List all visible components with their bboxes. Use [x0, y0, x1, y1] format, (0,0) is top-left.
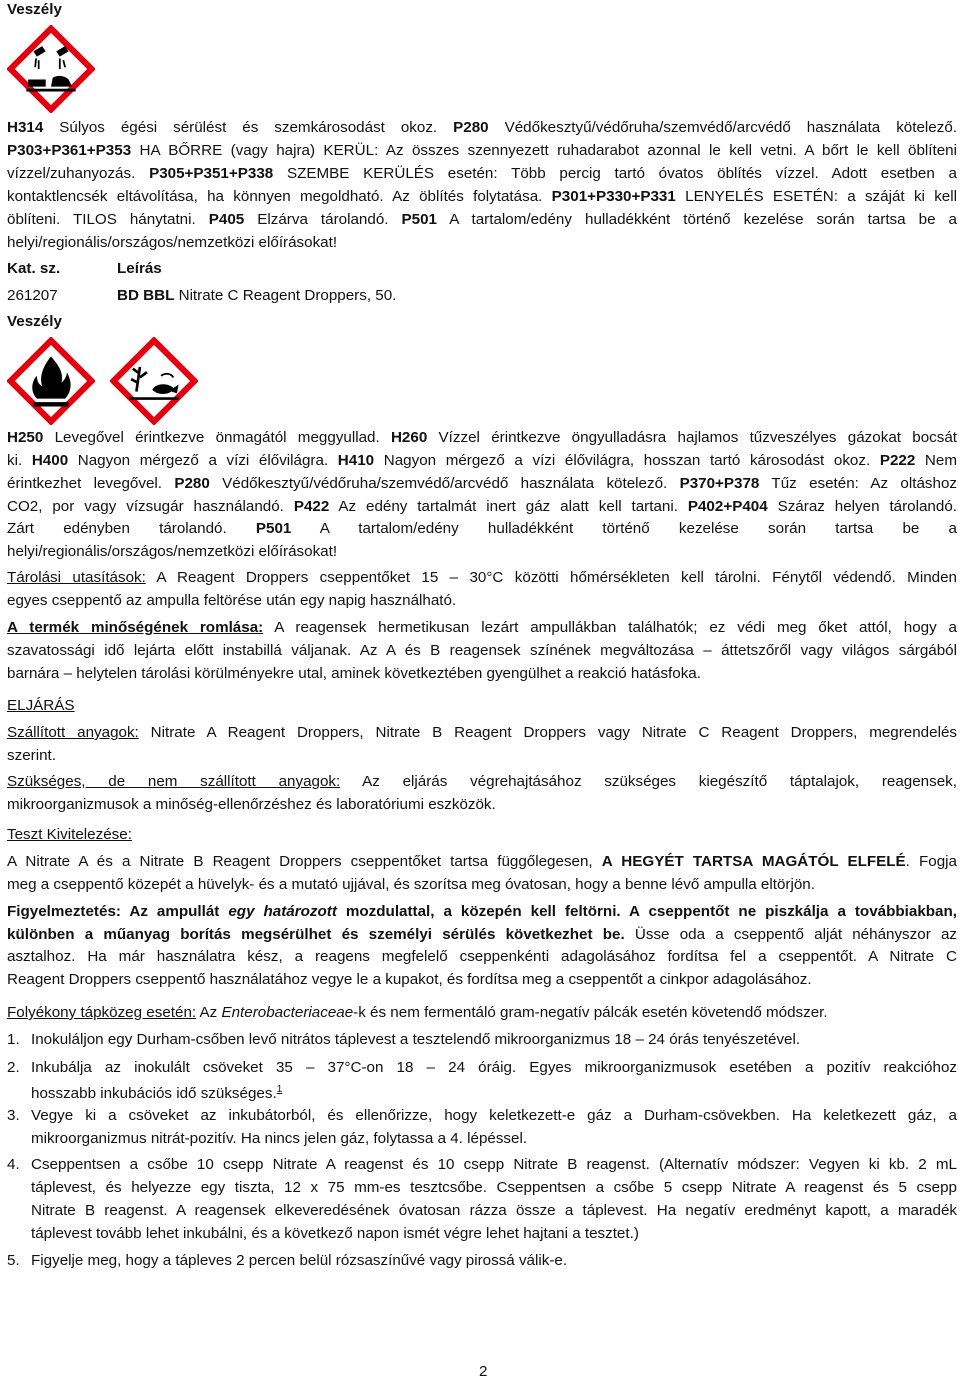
hazard-line-6: [7, 233, 337, 253]
step-line: [31, 1201, 957, 1221]
text-run: meg a cseppentő közepét a hüvelyk- és a mutató ujjával, és szorítsa meg óvatosan, hogy a benne lévő ampulla eltörjön.: [7, 876, 815, 893]
text-run: P280: [174, 475, 210, 492]
warning-line-2: [7, 925, 957, 945]
text-run: helyi/regionális/országos/nemzetközi előírásokat!: [7, 543, 338, 560]
catalog-col-code: Kat. sz.: [7, 260, 61, 277]
text-run: táplevest tovább lehet inkubálni, és a következő napon ismét végre lehet hajtani a tesztet.): [31, 1225, 639, 1242]
text-run: Nitrate B reagenst. A reagensek elkeveredésének óvatosan rázza össze a táplevest. Ha negatív eredményt kapott, a maradék: [31, 1202, 957, 1219]
text-run: Súlyos égési sérülést és szemkárosodást okoz.: [43, 119, 454, 136]
text-run: szavatossági idő lejárta előtt instabillá váljanak. Az A és B reagensek színének megváltozása – áttetszőről vagy világos sárgából: [7, 642, 957, 659]
hazard-line-2: [7, 141, 957, 161]
text-run: mikroorganizmusok a minőség-ellenőrzéshez és laboratóriumi eszközök.: [7, 796, 496, 813]
hazard-line-4: [7, 187, 957, 207]
text-run: Az eljárás végrehajtásához szükséges kiegészítő táptalajok, reagensek,: [340, 773, 957, 790]
text-run: öblíteni. TILOS hánytatni.: [7, 211, 209, 228]
text-run: Vegye ki a csöveket az inkubátorból, és ellenőrizze, hogy keletkezett-e gáz a Durham-csövekben. Ha keletkezett gáz, a: [31, 1107, 957, 1124]
text-run: Zárt edényben tárolandó.: [7, 520, 256, 537]
text-run: szerint.: [7, 747, 56, 764]
signal-word: Veszély: [7, 1, 62, 18]
text-run: Tűz esetén: Az oltáshoz: [759, 475, 957, 492]
step-line: [31, 1106, 957, 1126]
required-line-2: [7, 795, 496, 815]
text-run: hosszabb inkubációs idő szükséges.: [31, 1085, 277, 1103]
step-number: 1.: [7, 1031, 20, 1048]
storage-line-1: [7, 568, 957, 588]
step-line: [31, 1155, 957, 1175]
text-run: Nagyon mérgező a vízi élővilágra.: [68, 452, 338, 469]
text-run: P280: [453, 119, 489, 136]
test-heading: Teszt Kivitelezése:: [7, 826, 132, 843]
step-line: [31, 1178, 957, 1198]
text-run: LENYELÉS ESETÉN: a száját ki kell: [675, 188, 957, 205]
text-run: H260: [390, 429, 428, 446]
text-run: A Reagent Droppers cseppentőket 15 – 30°C közötti hőmérsékleten kell tárolni. Fénytől védendő. Minden: [145, 569, 957, 586]
text-run: A tartalom/edény hulladékként történő kezelése során tartsa be a: [291, 520, 957, 537]
text-run: Inkubálja az inokulált csöveket 35 – 37°C-on 18 – 24 óráig. Egyes mikroorganizmusok esetében a pozitív reakcióhoz: [31, 1059, 957, 1076]
storage-line-2: [7, 591, 456, 611]
hazard2-line-1: [7, 428, 957, 448]
text-run: egyes cseppentő az ampulla feltörése után egy napig használható.: [7, 592, 457, 609]
warning-line-3: [7, 947, 957, 967]
text-run: A tartalom/edény hulladékként történő kezelése során tartsa be a: [437, 211, 957, 228]
text-run: Vízzel érintkezve öngyulladásra hajlamos tűzveszélyes gázokat bocsát: [427, 429, 958, 446]
text-run: Védőkesztyű/védőruha/szemvédő/arcvédő használata kötelező.: [209, 475, 680, 492]
text-run: A HEGYÉT TARTSA MAGÁTÓL ELFELÉ: [601, 853, 906, 870]
deterioration-line-1: [7, 618, 957, 638]
hazard-line-5: [7, 210, 957, 230]
text-run: Nem: [915, 452, 957, 469]
text-run: CO2, por vagy vízsugár használandó.: [7, 498, 294, 515]
text-run: P402+P404: [687, 498, 768, 515]
catalog-col-desc: Leírás: [117, 260, 162, 277]
deterioration-line-2: [7, 641, 957, 661]
text-run: Elzárva tárolandó.: [244, 211, 402, 228]
hazard2-line-6: [7, 542, 337, 562]
text-run: P301+P330+P331: [551, 188, 676, 205]
required-line-1: [7, 772, 957, 792]
text-run: Nitrate A Reagent Droppers, Nitrate B Reagent Droppers vagy Nitrate C Reagent Droppers, megrendelés: [138, 724, 957, 741]
catalog-code: 261207: [7, 287, 58, 304]
text-run: P422: [293, 498, 330, 515]
hazard-line-1: [7, 118, 957, 138]
supplied-line-2: [7, 746, 56, 766]
text-run: Nagyon mérgező a vízi élővilágra, hosszan tartó károsodást okoz.: [374, 452, 880, 469]
text-run: Száraz helyen tárolandó.: [767, 498, 957, 515]
text-run: kontaktlencsék eltávolítása, ha könnyen megoldható. Az öblítés folytatása.: [7, 188, 552, 205]
catalog-desc: [117, 286, 396, 306]
text-run: P303+P361+P353: [7, 142, 132, 159]
step-line: [31, 1058, 957, 1078]
step-number: 5.: [7, 1252, 20, 1269]
step-number: 2.: [7, 1059, 20, 1076]
liquid-medium-line: [7, 1003, 828, 1023]
product-name: Nitrate C Reagent Droppers, 50.: [174, 287, 397, 304]
text-run: Figyelmeztetés: Az ampullát: [7, 903, 229, 920]
step-line: [31, 1080, 282, 1104]
warning-line-4: [7, 970, 812, 990]
step-line: [31, 1251, 567, 1271]
text-run: Folyékony tápközeg esetén:: [7, 1004, 197, 1021]
text-run: mikroorganizmus nitrát-pozitív. Ha nincs jelen gáz, folytassa a 4. lépéssel.: [31, 1130, 528, 1147]
step-number: 3.: [7, 1107, 20, 1124]
text-run: Reagent Droppers cseppentő használatához vegye le a kupakot, és fordítsa meg a cseppentőt a cinkpor adagolásához.: [7, 971, 812, 988]
text-run: Üsse oda a cseppentő alját néhányszor az: [624, 926, 957, 943]
text-run: 1: [276, 1084, 283, 1095]
step-line: [31, 1129, 527, 1149]
procedure-heading: ELJÁRÁS: [7, 697, 75, 714]
brand: BD BBL: [117, 287, 175, 304]
text-run: H400: [31, 452, 69, 469]
text-run: Az: [196, 1004, 222, 1021]
text-run: ki.: [7, 452, 32, 469]
text-run: Inokuláljon egy Durham-csőben levő nitrátos táplevest a tesztelendő mikroorganizmus 18 – 24 órás tenyészetével.: [31, 1031, 801, 1048]
hazard-line-3: [7, 164, 957, 184]
test-line-2: [7, 875, 815, 895]
text-run: H410: [337, 452, 375, 469]
step-line: [31, 1030, 800, 1050]
hazard2-line-3: [7, 474, 957, 494]
step-line: [31, 1224, 639, 1244]
text-run: érintkezhet levegővel.: [7, 475, 175, 492]
text-run: Az edény tartalmát inert gáz alatt kell tartani.: [329, 498, 688, 515]
text-run: HA BŐRRE (vagy hajra) KERÜL: Az összes szennyezett ruhadarabot azonnal le kell vetni. A bőrt le kell öblíteni: [131, 142, 957, 159]
hazard2-line-5: [7, 519, 957, 539]
text-run: különben a műanyag borítás megsérülhet és személyi sérülés következhet be.: [7, 926, 625, 943]
text-run: P222: [879, 452, 916, 469]
text-run: táplevest, és helyezze egy tiszta, 12 x 75 mm-es tesztcsőbe. Cseppentsen a csőbe 5 csepp Nitrate A reagenst és 5 csepp: [31, 1179, 957, 1196]
step-number: 4.: [7, 1156, 20, 1173]
supplied-line-1: [7, 723, 957, 743]
text-run: SZEMBE KERÜLÉS esetén: Több percig tartó óvatos öblítés vízzel. Adott esetben a: [273, 165, 957, 182]
test-line-1: [7, 852, 957, 872]
text-run: Figyelje meg, hogy a tápleves 2 percen belül rózsaszínűvé vagy pirossá válik-e.: [31, 1252, 568, 1269]
text-run: Tárolási utasítások:: [7, 569, 146, 586]
text-run: barnára – helytelen tárolási körülményekre utal, aminek következtében gyengülhet a reakció hatásfoka.: [7, 665, 701, 682]
text-run: P305+P351+P338: [149, 165, 274, 182]
text-run: A reagensek hermetikusan lezárt ampullákban találhatók; ez védi meg őket attól, hogy a: [263, 619, 957, 636]
text-run: mozdulattal, a közepén kell feltörni. A cseppentőt ne piszkálja a továbbiakban,: [336, 903, 957, 920]
environment-pictogram-icon: [110, 337, 198, 425]
text-run: H314: [7, 119, 44, 136]
page-number: 2: [479, 1363, 488, 1380]
text-run: P370+P378: [679, 475, 760, 492]
text-run: P405: [208, 211, 245, 228]
text-run: Szállított anyagok:: [7, 724, 139, 741]
text-run: H250: [7, 429, 44, 446]
text-run: Enterobacteriaceae: [221, 1004, 354, 1021]
text-run: A termék minőségének romlása:: [7, 619, 264, 636]
text-run: -k és nem fermentáló gram-negatív pálcák esetén követendő módszer.: [353, 1004, 828, 1021]
corrosion-pictogram-icon: [7, 25, 95, 113]
hazard2-line-2: [7, 451, 957, 471]
text-run: Levegővel érintkezve önmagától meggyullad.: [43, 429, 391, 446]
signal-word-2: Veszély: [7, 313, 62, 330]
text-run: P501: [401, 211, 437, 228]
text-run: helyi/regionális/országos/nemzetközi előírásokat!: [7, 234, 338, 251]
text-run: P501: [255, 520, 292, 537]
text-run: Cseppentsen a csőbe 10 csepp Nitrate A reagenst és 10 csepp Nitrate B reagenst. (Alternatív módszer: Vegyen ki kb. 2 mL: [31, 1156, 957, 1173]
text-run: Szükséges, de nem szállított anyagok:: [7, 773, 341, 790]
text-run: Védőkesztyű/védőruha/szemvédő/arcvédő használata kötelező.: [488, 119, 957, 136]
text-run: asztalhoz. Ha már használatra kész, a reagens megfelelő cseppenkénti adagolásához fordítsa fel a cseppentőt. A Nitrate C: [7, 948, 957, 965]
warning-line-1: [7, 902, 957, 922]
hazard2-line-4: [7, 497, 957, 517]
text-run: egy határozott: [228, 903, 337, 920]
text-run: . Fogja: [905, 853, 957, 870]
text-run: vízzel/zuhanyozás.: [7, 165, 150, 182]
text-run: A Nitrate A és a Nitrate B Reagent Droppers cseppentőket tartsa függőlegesen,: [7, 853, 602, 870]
deterioration-line-3: [7, 664, 701, 684]
flame-pictogram-icon: [7, 337, 95, 425]
